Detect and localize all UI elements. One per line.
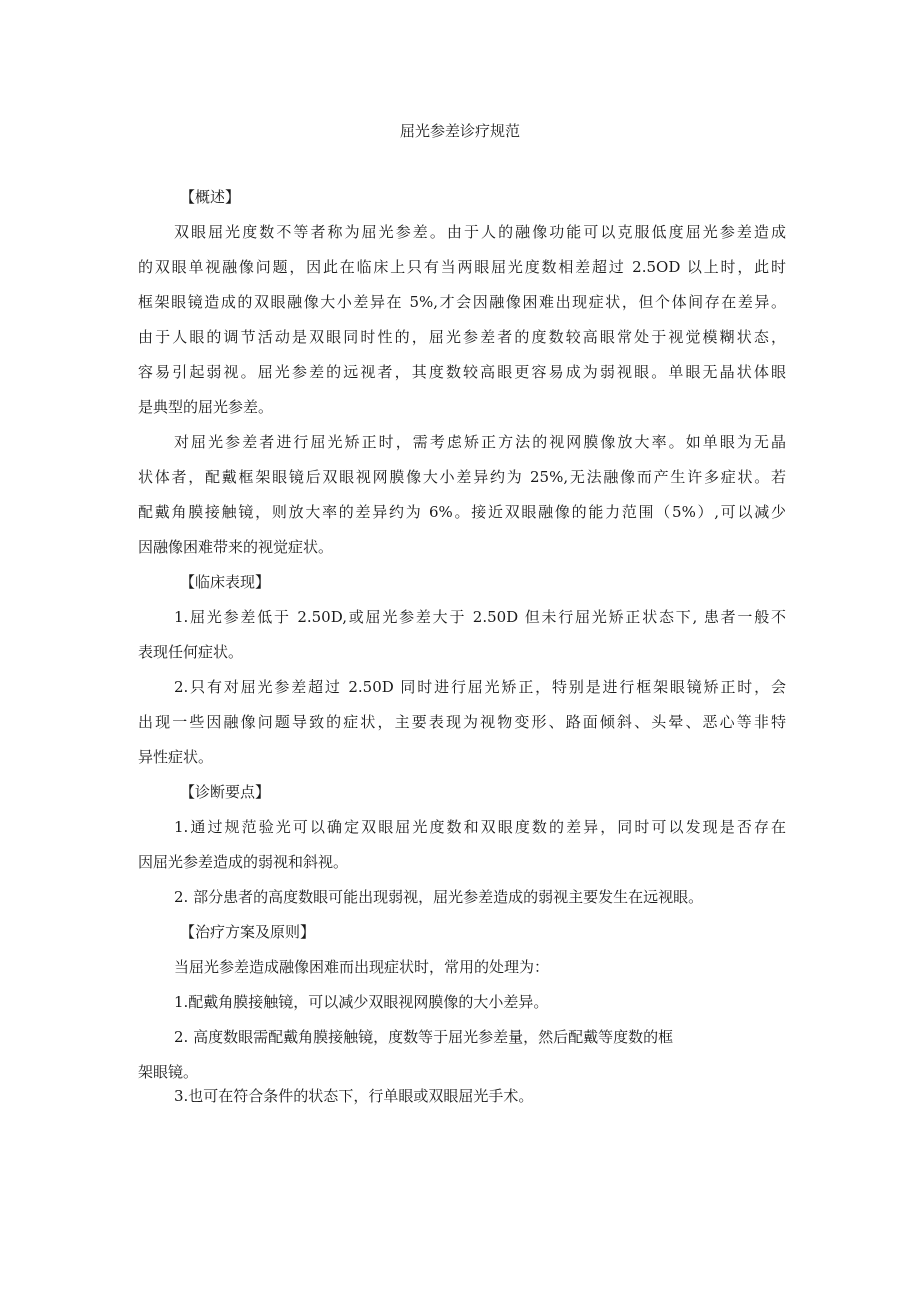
body-text-line: 的双眼单视融像问题，因此在临床上只有当两眼屈光度数相差超过 2.5OD 以上时，此时 <box>138 258 786 276</box>
body-text-line: 因融像困难带来的视觉症状。 <box>138 538 334 556</box>
body-text-line: 出现一些因融像问题导致的症状，主要表现为视物变形、路面倾斜、头晕、恶心等非特 <box>138 713 786 731</box>
body-text-line: 2. 部分患者的高度数眼可能出现弱视，屈光参差造成的弱视主要发生在远视眼。 <box>174 888 704 906</box>
body-text-line: 框架眼镜造成的双眼融像大小差异在 5%,才会因融像困难出现症状，但个体间存在差异。 <box>138 293 786 311</box>
body-text-line: 架眼镜。 <box>138 1063 199 1081</box>
body-text-line: 1.通过规范验光可以确定双眼屈光度数和双眼度数的差异，同时可以发现是否存在 <box>174 818 786 836</box>
section-heading: 【临床表现】 <box>180 573 271 591</box>
section-heading: 【概述】 <box>180 188 241 206</box>
body-text-line: 3.也可在符合条件的状态下，行单眼或双眼屈光手术。 <box>174 1087 534 1105</box>
body-text-line: 双眼屈光度数不等者称为屈光参差。由于人的融像功能可以克服低度屈光参差造成 <box>174 223 786 241</box>
body-text-line: 1.配戴角膜接触镜，可以减少双眼视网膜像的大小差异。 <box>174 993 549 1011</box>
body-text-line: 异性症状。 <box>138 748 214 766</box>
section-heading: 【诊断要点】 <box>180 783 271 801</box>
body-text-line: 2.只有对屈光参差超过 2.50D 同时进行屈光矫正，特别是进行框架眼镜矫正时，会 <box>174 678 786 696</box>
body-text-line: 是典型的屈光参差。 <box>138 398 274 416</box>
body-text-line: 当屈光参差造成融像困难而出现症状时，常用的处理为： <box>174 958 550 976</box>
body-text-line: 2. 高度数眼需配戴角膜接触镜，度数等于屈光参差量，然后配戴等度数的框 <box>174 1028 674 1046</box>
body-text-line: 由于人眼的调节活动是双眼同时性的，屈光参差者的度数较高眼常处于视觉模糊状态， <box>138 328 786 346</box>
body-text-line: 1.屈光参差低于 2.50D,或屈光参差大于 2.50D 但未行屈光矫正状态下, 患者一般不 <box>174 608 786 626</box>
body-text-line: 配戴角膜接触镜，则放大率的差异约为 6%。接近双眼融像的能力范围（5%）,可以减少 <box>138 503 786 521</box>
body-text-line: 表现任何症状。 <box>138 643 244 661</box>
body-text-line: 因屈光参差造成的弱视和斜视。 <box>138 853 349 871</box>
body-text-line: 对屈光参差者进行屈光矫正时，需考虑矫正方法的视网膜像放大率。如单眼为无晶 <box>174 433 786 451</box>
body-text-line: 容易引起弱视。屈光参差的远视者，其度数较高眼更容易成为弱视眼。单眼无晶状体眼 <box>138 363 786 381</box>
document-body <box>138 186 786 1120</box>
section-heading: 【治疗方案及原则】 <box>180 923 316 941</box>
body-text-line: 状体者，配戴框架眼镜后双眼视网膜像大小差异约为 25%,无法融像而产生许多症状。若 <box>138 468 786 486</box>
document-title: 屈光参差诊疗规范 <box>399 122 520 140</box>
